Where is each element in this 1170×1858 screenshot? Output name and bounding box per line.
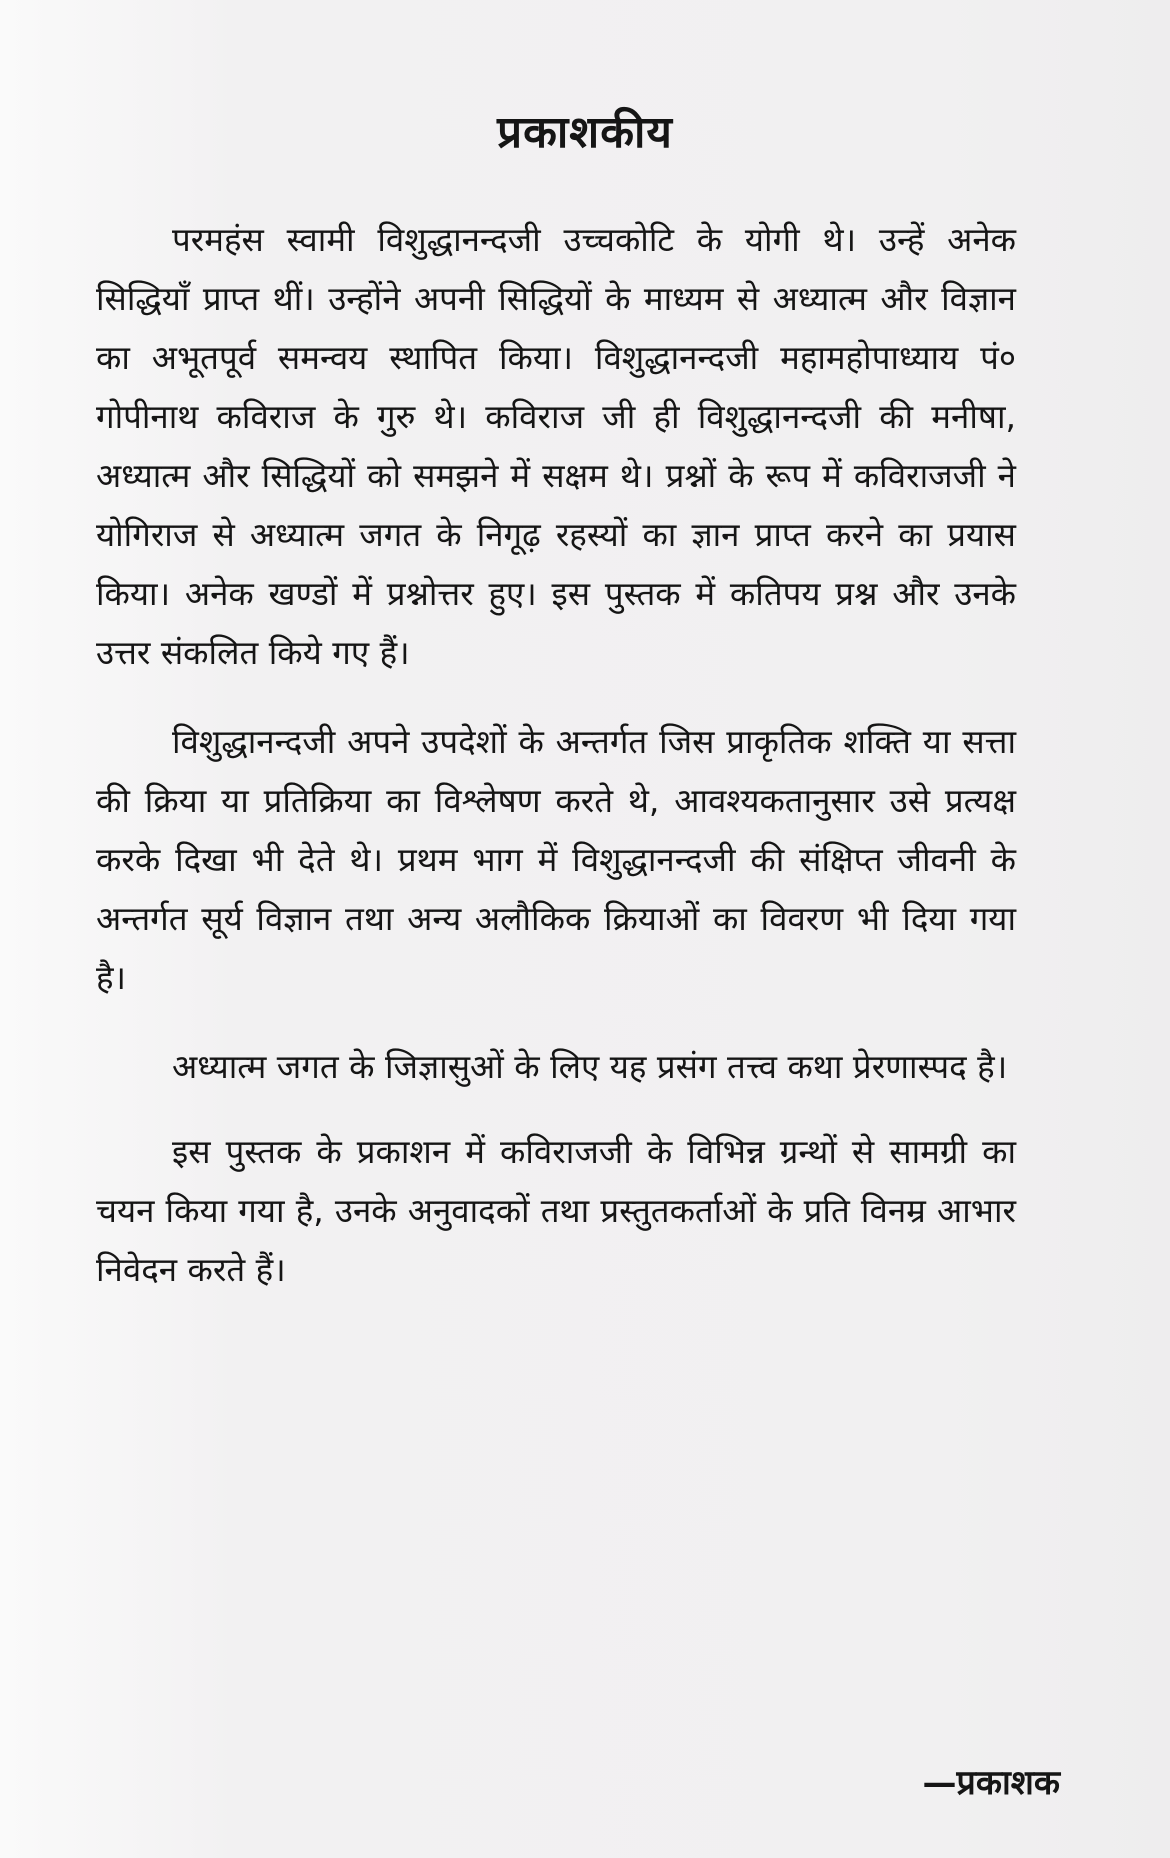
body-text: [96, 210, 1016, 1299]
paragraph-acknowledgement: इस पुस्तक के प्रकाशन में कविराजजी के विभिन्न ग्रन्थों से सामग्री का चयन किया गया है, उनके अनुवादकों तथा प्रस्तुतकर्ताओं के प्रति विनम्र आभार निवेदन करते हैं।: [96, 1132, 1016, 1289]
paragraph-inspiration: अध्यात्म जगत के जिज्ञासुओं के लिए यह प्रसंग तत्त्व कथा प्रेरणास्पद है।: [172, 1047, 1008, 1086]
publisher-signature: —प्रकाशक: [922, 1763, 1060, 1803]
page-title: प्रकाशकीय: [497, 107, 673, 158]
paragraph-teachings: विशुद्धानन्दजी अपने उपदेशों के अन्तर्गत जिस प्राकृतिक शक्ति या सत्ता की क्रिया या प्रतिक्रिया का विश्लेषण करते थे, आवश्यकतानुसार उसे प्रत्यक्ष करके दिखा भी देते थे। प्रथम भाग में विशुद्धानन्दजी की संक्षिप्त जीवनी के अन्तर्गत सूर्य विज्ञान तथा अन्य अलौकिक क्रियाओं का विवरण भी दिया गया है।: [96, 722, 1016, 997]
paragraph-intro: परमहंस स्वामी विशुद्धानन्दजी उच्चकोटि के योगी थे। उन्हें अनेक सिद्धियाँ प्राप्त थीं। उन्होंने अपनी सिद्धियों के माध्यम से अध्यात्म और विज्ञान का अभूतपूर्व समन्वय स्थापित किया। विशुद्धानन्दजी महामहोपाध्याय पं० गोपीनाथ कविराज के गुरु थे। कविराज जी ही विशुद्धानन्दजी की मनीषा, अध्यात्म और सिद्धियों को समझने में सक्षम थे। प्रश्नों के रूप में कविराजजी ने योगिराज से अध्यात्म जगत के निगूढ़ रहस्यों का ज्ञान प्राप्त करने का प्रयास किया। अनेक खण्डों में प्रश्नोत्तर हुए। इस पुस्तक में कतिपय प्रश्न और उनके उत्तर संकलित किये गए हैं।: [96, 220, 1016, 672]
